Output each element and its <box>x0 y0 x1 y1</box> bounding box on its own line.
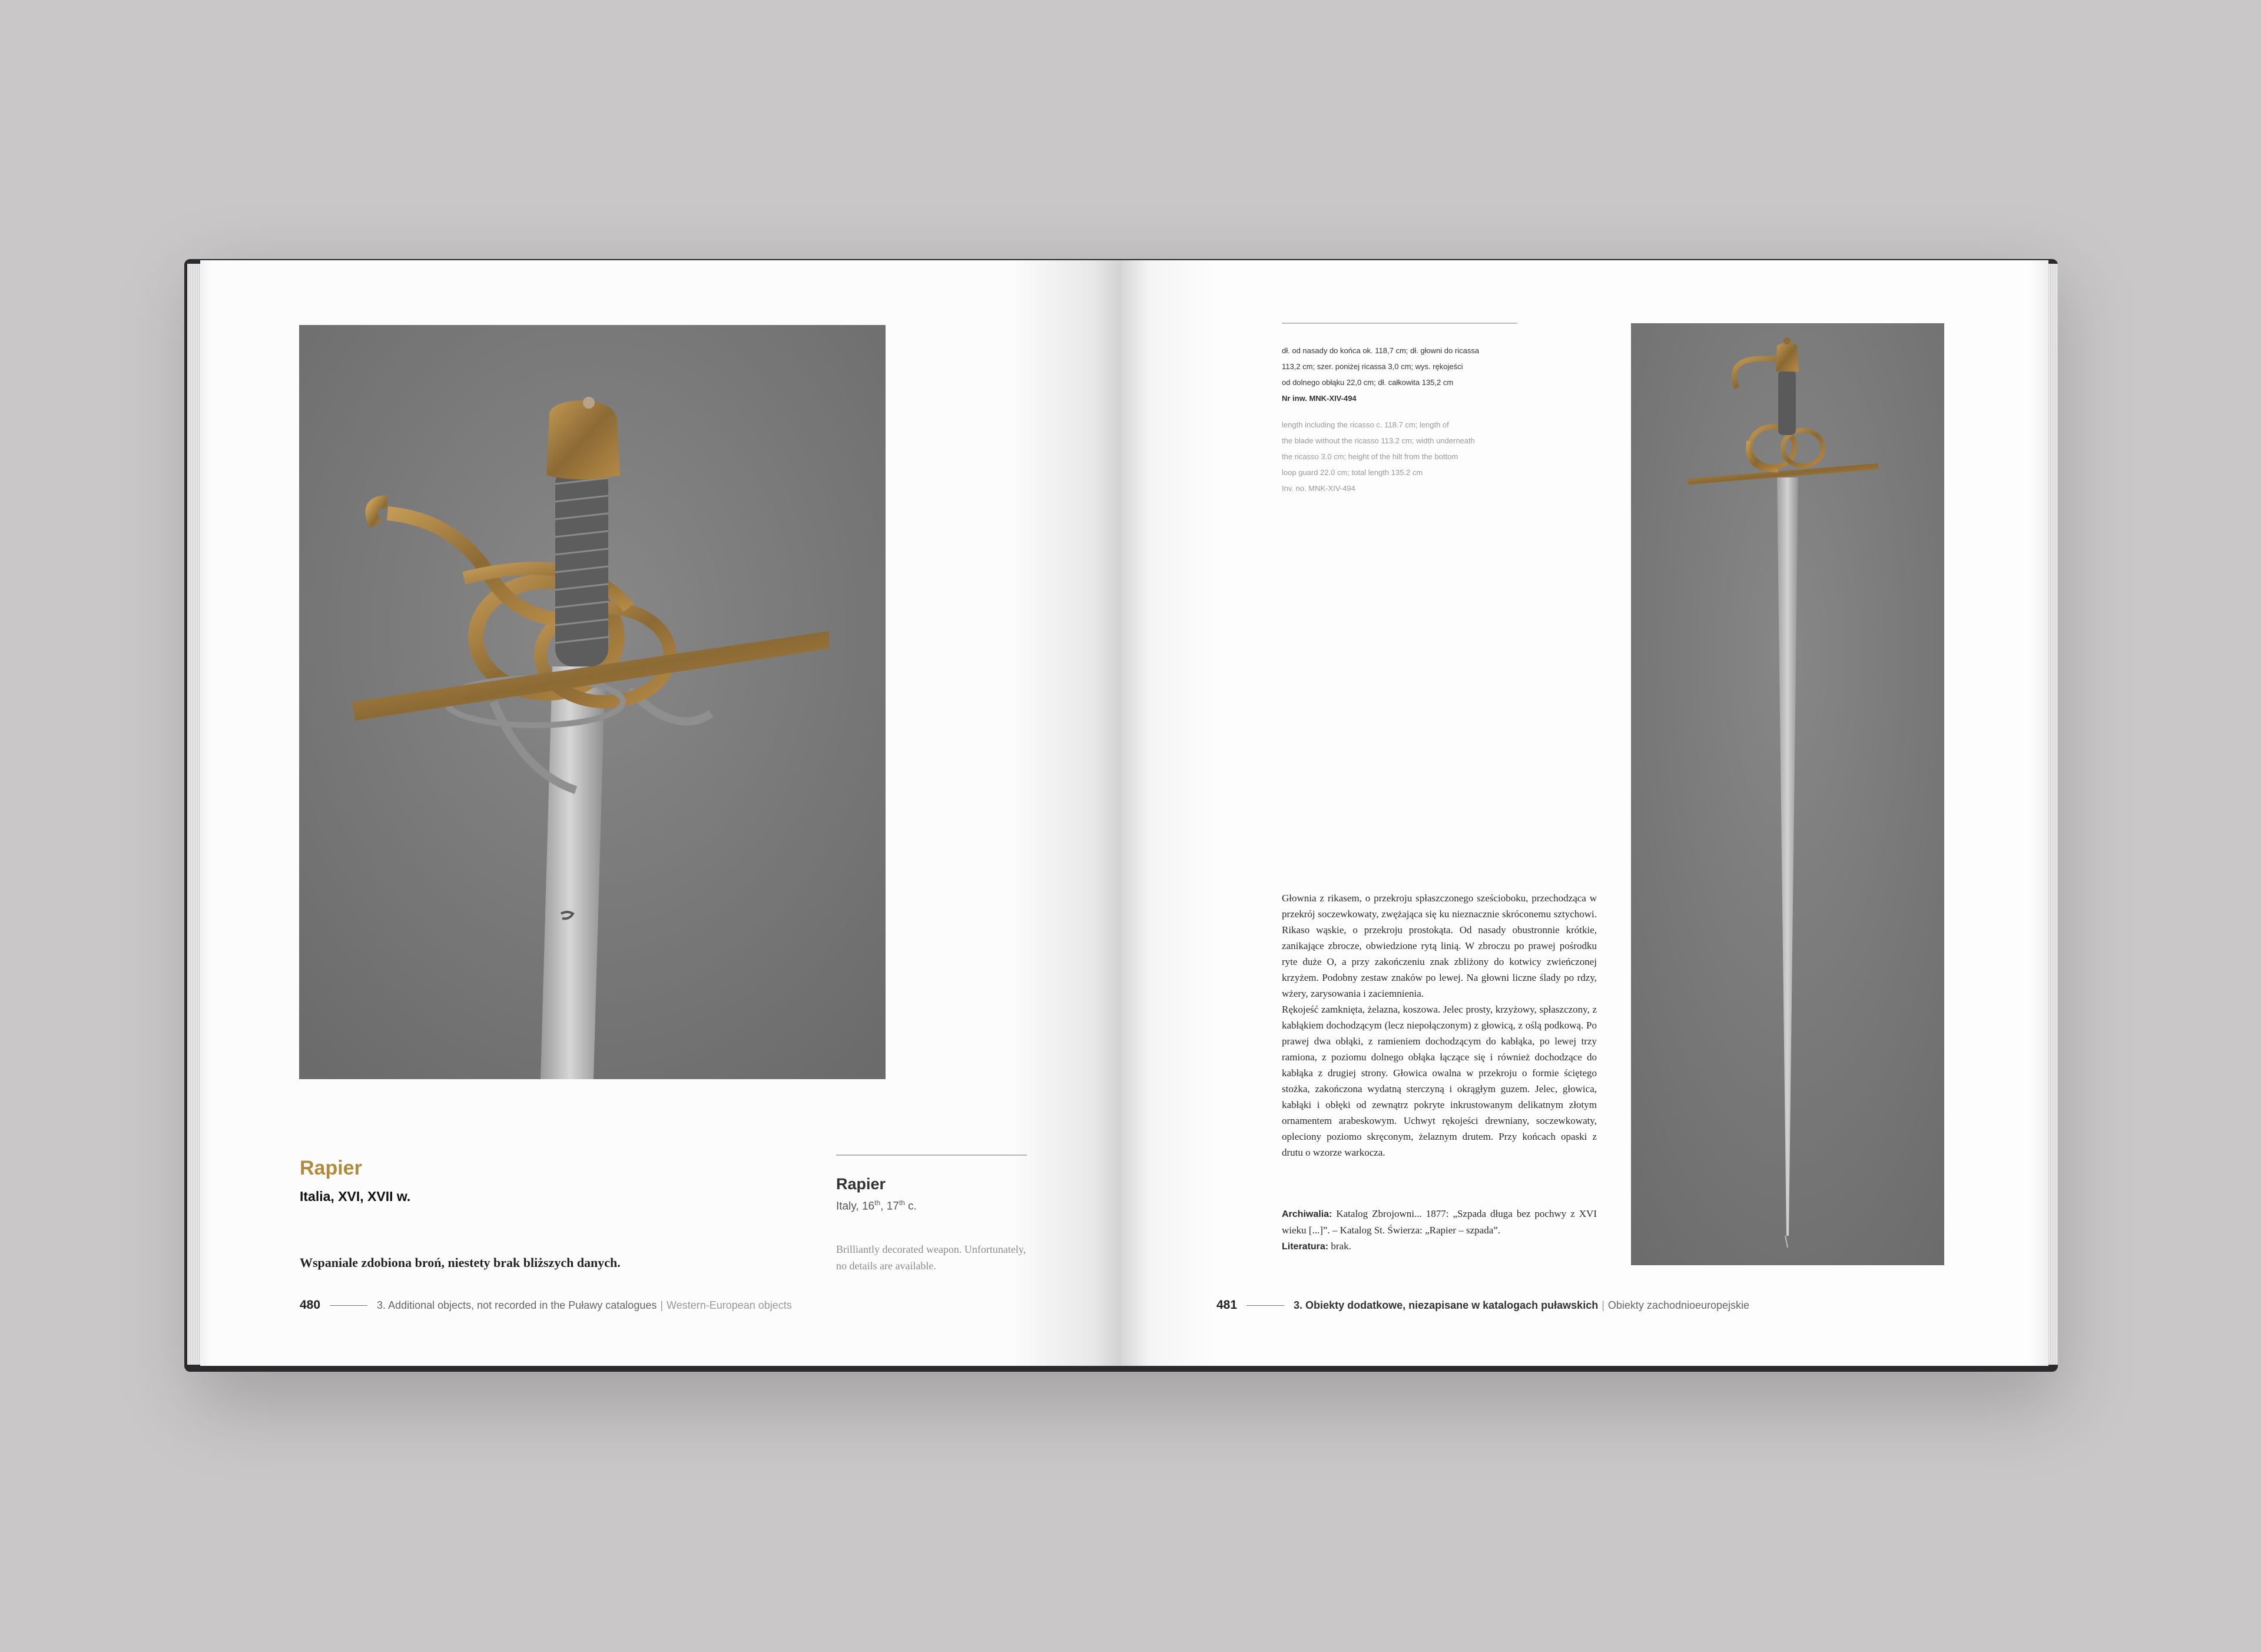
dimension-line: dł. od nasady do końca ok. 118,7 cm; dł. głowni do ricassa <box>1282 346 1480 355</box>
spec-divider <box>1282 323 1517 324</box>
footer-category: Western-European objects <box>667 1299 792 1311</box>
footer-separator: | <box>1602 1299 1604 1311</box>
object-origin-en <box>836 1199 917 1213</box>
dimensions-en <box>1282 417 1494 496</box>
dimension-line: 113,2 cm; szer. poniżej ricassa 3,0 cm; wys. rękojeści <box>1282 362 1463 371</box>
object-title-pl: Rapier <box>300 1157 362 1179</box>
page-number: 481 <box>1216 1298 1238 1312</box>
archive-section <box>1282 1206 1597 1255</box>
dimension-line: the ricasso 3.0 cm; height of the hilt from the bottom <box>1282 452 1458 461</box>
object-body-text <box>1282 890 1597 1160</box>
dimension-line: loop guard 22.0 cm; total length 135.2 cm <box>1282 468 1423 477</box>
rapier-hilt-photo <box>299 325 886 1079</box>
left-page-footer <box>300 1298 792 1312</box>
literature-label: Literatura: <box>1282 1242 1329 1252</box>
footer-section: 3. Obiekty dodatkowe, niezapisane w katalogach puławskich <box>1294 1299 1599 1311</box>
page-edges-left <box>187 264 201 1365</box>
blade-description: Głownia z rikasem, o przekroju spłaszczonego sześcioboku, przechodząca w przekrój soczewkowaty, zwężająca się ku nieznacznie skróconemu sztychowi. Rikaso wąskie, o przekroju prostokąta. Od nasady obustronnie krótkie, zanikające zbrocze, obwiedzione rytą linią. W zbroczu po prawej pośrodku ryte duże O, a przy zakończeniu znak zbliżony do kotwicy zwieńczonej krzyżem. Podobny zestaw znaków po lewej. Na głowni liczne ślady po rdzy, wżery, zarysowania i zaciemnienia. <box>1282 893 1597 999</box>
hilt-description: Rękojeść zamknięta, żelazna, koszowa. Jelec prosty, krzyżowy, spłaszczony, z kabłąkiem dochodzącym (lecz niepołączonym) z głowicą, z oślą podkową. Po prawej dwa obłąki, z ramieniem dochodzącym do kabłąka, po lewej trzy ramiona, z poziomu dolnego obłąka łączące się i również dochodzące do kabłąka z drugiej strony. Głowica owalna w przekroju o formie ściętego stożka, zakończona wydatną sterczyną i okrągłym guzem. Jelec, głowica, kabłąki i obłęki od zewnątrz pokryte inkrustowanym delikatnym złotym ornamentem arabeskowym. Uchwyt rękojeści drewniany, soczewkowaty, opleciony poziomo skręconym, żelaznym drutem. Przy końcach opaski z drutu o wzorze warkocza. <box>1282 1004 1597 1158</box>
page-number: 480 <box>300 1298 321 1312</box>
object-title-en: Rapier <box>836 1175 886 1193</box>
dimension-line: the blade without the ricasso 113.2 cm; width underneath <box>1282 436 1475 445</box>
inventory-number-pl: Nr inw. MNK-XIV-494 <box>1282 394 1357 403</box>
origin-en-mid: , 17 <box>880 1200 899 1213</box>
footer-dash <box>330 1305 367 1306</box>
rapier-full-photo <box>1631 323 1944 1265</box>
right-page-footer <box>1216 1298 1749 1312</box>
footer-category: Obiekty zachodnioeuropejskie <box>1607 1299 1750 1311</box>
object-description-pl: Wspaniale zdobiona broń, niestety brak bliższych danych. <box>300 1255 621 1270</box>
origin-en-sup-1: th <box>874 1199 881 1207</box>
archive-label: Archiwalia: <box>1282 1209 1332 1219</box>
footer-section: 3. Additional objects, not recorded in the Puławy catalogues <box>377 1299 657 1311</box>
literature-text: brak. <box>1328 1240 1351 1252</box>
dimension-line: length including the ricasso c. 118.7 cm; length of <box>1282 420 1449 429</box>
footer-dash <box>1246 1305 1284 1306</box>
inventory-number-en: Inv. no. MNK-XIV-494 <box>1282 484 1355 493</box>
dimensions-pl <box>1282 343 1494 406</box>
object-description-en: Brilliantly decorated weapon. Unfortunately, no details are available. <box>836 1243 1026 1272</box>
origin-en-suffix: c. <box>904 1200 917 1213</box>
archive-text: Katalog Zbrojowni... 1877: „Szpada długa bez pochwy z XVI wieku [...]”. – Katalog St. Świerza: „Rapier – szpada”. <box>1282 1208 1597 1236</box>
english-divider <box>836 1155 1027 1156</box>
dimension-line: od dolnego obłąku 22,0 cm; dł. całkowita 135,2 cm <box>1282 378 1454 387</box>
origin-en-sup-2: th <box>899 1199 905 1207</box>
origin-en-prefix: Italy, 16 <box>836 1200 875 1213</box>
footer-separator: | <box>660 1299 664 1311</box>
object-origin-pl: Italia, XVI, XVII w. <box>300 1189 411 1204</box>
